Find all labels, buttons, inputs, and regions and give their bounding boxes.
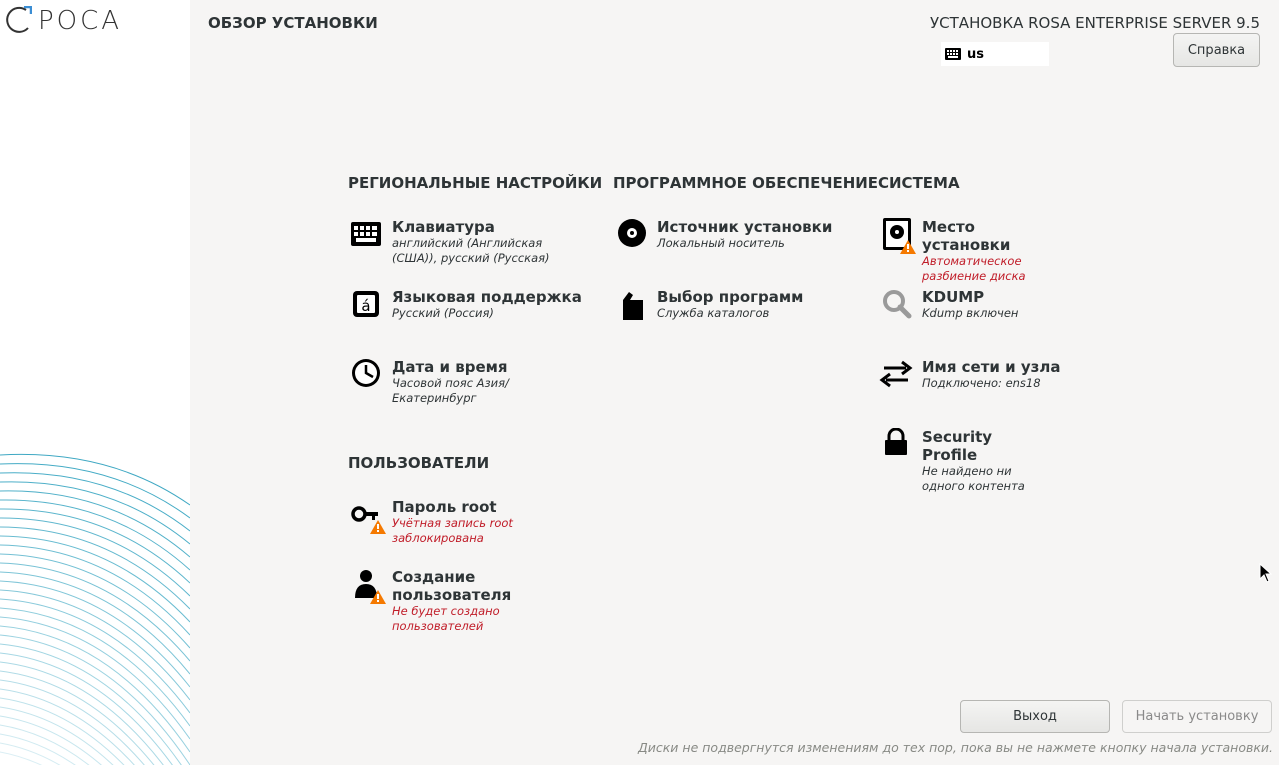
keyboard-icon [945,48,961,60]
spoke-software-selection[interactable] [613,288,857,324]
footer-hint: Диски не подвергнутся изменениям до тех пор, пока вы не нажмете кнопку начала установки. [638,740,1273,755]
warning-icon [370,520,386,534]
spoke-destination-status: Автоматическое разбиение диска [922,254,1026,283]
spoke-kdump[interactable] [878,288,1062,324]
spoke-language-title: Языковая поддержка [392,288,582,306]
spoke-kdump-status: Kdump включен [922,306,1019,320]
spoke-datetime-title: Дата и время [392,358,508,376]
key-icon [348,498,384,534]
spoke-keyboard-status: английский (Английская (США)), русский (Русская) [392,236,550,265]
section-title-localization: РЕГИОНАЛЬНЫЕ НАСТРОЙКИ [348,174,603,192]
decorative-waves [0,440,190,765]
spoke-security-title: Security Profile [922,428,993,464]
spoke-language[interactable] [348,288,592,324]
spoke-network-title: Имя сети и узла [922,358,1061,376]
warning-icon [900,240,916,254]
section-title-software: ПРОГРАММНОЕ ОБЕСПЕЧЕНИЕ [613,174,879,192]
spoke-datetime-status: Часовой пояс Азия/ Екатеринбург [392,376,509,405]
spoke-kdump-title: KDUMP [922,288,985,306]
spoke-destination-title: Место установки [922,218,1011,254]
logo-mark-icon [4,6,32,36]
rosa-logo [4,6,122,36]
section-title-system: СИСТЕМА [878,174,960,192]
package-icon [613,288,649,324]
spoke-user-title: Создание пользователя [392,568,512,604]
spoke-source-status: Локальный носитель [657,236,785,250]
spoke-source-title: Источник установки [657,218,833,236]
mouse-cursor-icon [1259,563,1273,583]
help-button[interactable]: Справка [1173,33,1260,67]
warning-icon [370,590,386,604]
sidebar [0,0,190,765]
svg-text:á: á [361,297,371,315]
harddisk-icon [878,218,914,254]
spoke-user-status: Не будет создано пользователей [392,604,500,633]
spoke-installation-source[interactable] [613,218,857,254]
spoke-root-password[interactable] [348,498,532,546]
spoke-network[interactable] [878,358,1082,394]
spoke-selection-title: Выбор программ [657,288,804,306]
quit-button[interactable]: Выход [960,700,1110,733]
lock-icon [878,428,914,464]
spoke-security-status: Не найдено ни одного контента [922,464,1025,493]
section-title-users: ПОЛЬЗОВАТЕЛИ [348,454,490,472]
begin-installation-button[interactable]: Начать установку [1122,700,1272,733]
magnifier-icon [878,288,914,324]
clock-icon [348,358,384,394]
page-title: ОБЗОР УСТАНОВКИ [208,14,378,32]
spoke-security-profile[interactable] [878,428,1042,494]
spoke-keyboard[interactable] [348,218,552,266]
user-icon [348,568,384,604]
spoke-root-status: Учётная запись root заблокирована [392,516,513,545]
logo-text: РОСА [38,6,123,36]
language-icon [348,288,384,324]
spoke-user-creation[interactable] [348,568,532,634]
product-title: УСТАНОВКА ROSA ENTERPRISE SERVER 9.5 [930,14,1260,32]
keyboard-icon [348,218,384,254]
spoke-root-title: Пароль root [392,498,497,516]
keyboard-layout-label: us [967,46,984,62]
spoke-selection-status: Служба каталогов [657,306,770,320]
spoke-datetime[interactable] [348,358,532,406]
spoke-network-status: Подключено: ens18 [922,376,1041,390]
disc-icon [613,218,649,254]
spoke-keyboard-title: Клавиатура [392,218,495,236]
network-arrows-icon [878,358,914,394]
keyboard-layout-indicator[interactable] [941,42,1049,66]
spoke-language-status: Русский (Россия) [392,306,494,320]
spoke-installation-destination[interactable] [878,218,1062,284]
